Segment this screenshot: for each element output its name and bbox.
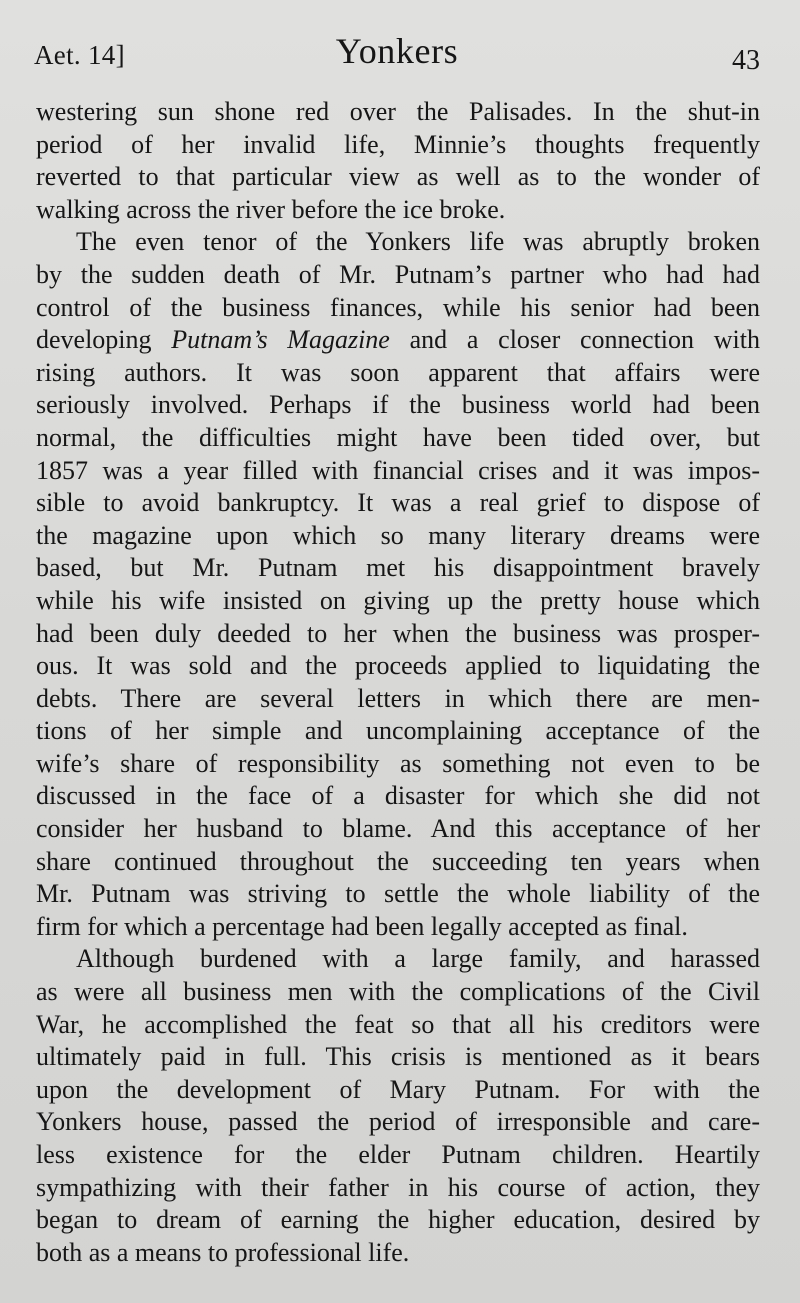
text-line [36,780,760,813]
text-line [36,226,760,259]
text-segment: The even tenor of the Yonkers life was abruptly broken [76,227,760,257]
text-segment: firm for which a percentage had been legally accepted as final. [36,911,688,941]
text-segment: began to dream of earning the higher education, desired by [36,1205,760,1235]
text-segment: reverted to that particular view as well as to the wonder of [36,162,760,192]
page-number: 43 [732,45,760,76]
text-segment: had been duly deeded to her when the business was prosper- [36,618,760,648]
text-line [36,683,760,716]
text-segment: based, but Mr. Putnam met his disappointment bravely [36,553,760,583]
text-line [36,129,760,162]
text-segment: Although burdened with a large family, and harassed [76,944,760,974]
text-segment: debts. There are several letters in which there are men- [36,683,760,713]
text-segment: westering sun shone red over the Palisades. In the shut-in [36,97,760,126]
text-line [36,487,760,520]
text-line [36,911,760,944]
text-segment: both as a means to professional life. [36,1237,410,1267]
text-segment: developing [36,325,172,355]
text-line [36,1041,760,1074]
text-line [36,943,760,976]
text-segment: discussed in the face of a disaster for which she did not [36,781,760,811]
text-line [36,422,760,455]
text-line [36,748,760,781]
text-line [36,552,760,585]
running-head-left: Aet. 14] [34,40,125,70]
text-line [36,846,760,879]
text-segment: Mr. Putnam was striving to settle the whole liability of the [36,879,760,909]
text-segment: and a closer connection with [389,325,760,355]
text-line [36,1139,760,1172]
text-line [36,455,760,488]
text-line [36,259,760,292]
text-line [36,813,760,846]
text-segment: sible to avoid bankruptcy. It was a real grief to dispose of [36,488,760,518]
text-segment: the magazine upon which so many literary dreams were [36,520,760,550]
text-line [36,520,760,553]
text-segment: ous. It was sold and the proceeds applied to liquidating the [36,651,760,681]
text-segment: less existence for the elder Putnam children. Heartily [36,1140,760,1169]
text-line [36,161,760,194]
text-line [36,976,760,1009]
text-line [36,1009,760,1042]
text-line [36,96,760,129]
text-segment: normal, the difficulties might have been tided over, but [36,422,760,452]
text-line [36,715,760,748]
text-segment: tions of her simple and uncomplaining acceptance of the [36,716,760,746]
text-line [36,1237,760,1270]
running-title: Yonkers [335,31,459,71]
text-line [36,389,760,422]
text-segment: control of the business finances, while his senior had been [36,292,760,322]
text-line [36,650,760,683]
text-line [36,357,760,390]
text-line [36,1074,760,1107]
page-header [34,28,760,78]
text-line [36,618,760,651]
text-line [36,1106,760,1139]
text-segment: as were all business men with the complications of the Civil [36,977,760,1007]
text-line [36,878,760,911]
text-segment: rising authors. It was soon apparent that affairs were [36,357,760,387]
text-segment: consider her husband to blame. And this acceptance of her [36,814,760,844]
text-line [36,292,760,325]
text-segment: 1857 was a year filled with financial crises and it was impos- [36,455,760,485]
text-segment: share continued throughout the succeeding ten years when [36,846,760,876]
text-line [36,194,760,227]
text-line [36,1204,760,1237]
text-line [36,585,760,618]
text-segment: seriously involved. Perhaps if the business world had been [36,390,760,420]
text-segment: wife’s share of responsibility as something not even to be [36,748,760,778]
text-segment: walking across the river before the ice broke. [36,194,506,224]
text-segment: by the sudden death of Mr. Putnam’s partner who had had [36,259,760,289]
text-segment: War, he accomplished the feat so that all his creditors were [36,1009,760,1039]
text-line [36,324,760,357]
text-segment: while his wife insisted on giving up the pretty house which [36,585,760,615]
text-line [36,1172,760,1205]
italic-title: Putnam’s Magazine [171,325,390,355]
text-segment: period of her invalid life, Minnie’s thoughts frequently [36,129,760,159]
text-segment: upon the development of Mary Putnam. For with the [36,1074,760,1104]
text-segment: ultimately paid in full. This crisis is mentioned as it bears [36,1042,760,1072]
text-segment: sympathizing with their father in his course of action, they [36,1172,760,1202]
body-text [36,96,760,1269]
text-segment: Yonkers house, passed the period of irresponsible and care- [36,1107,760,1137]
